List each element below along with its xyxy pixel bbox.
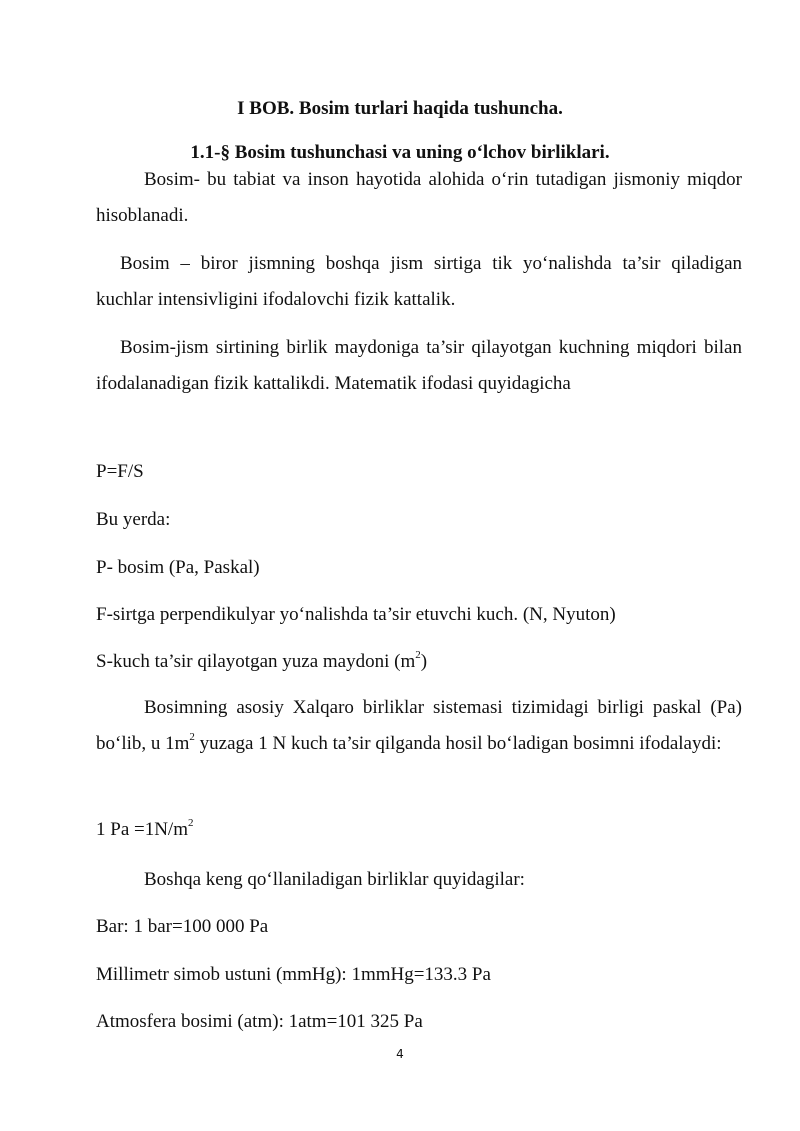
chapter-title: I BOB. Bosim turlari haqida tushuncha. — [237, 98, 563, 119]
definition-s — [96, 650, 742, 674]
unit-bar: Bar: 1 bar=100 000 Pa — [96, 916, 269, 937]
si-unit-text-2: yuzaga 1 N kuch ta’sir qilganda hosil bo‘ladigan bosimni ifodalaydi: — [194, 733, 722, 754]
definition-s-superscript: 2 — [415, 648, 421, 661]
unit-atm: Atmosfera bosimi (atm): 1atm=101 325 Pa — [96, 1011, 423, 1032]
si-unit-text-1: Bosimning asosiy Xalqaro birliklar sistemasi tizimidagi birligi paskal (Pa) bo‘lib, u 1m — [96, 697, 742, 754]
si-unit-paragraph — [96, 690, 742, 762]
definition-f: F-sirtga perpendikulyar yo‘nalishda ta’sir etuvchi kuch. (N, Nyuton) — [96, 604, 616, 625]
section-title: 1.1-§ Bosim tushunchasi va uning o‘lchov birliklari. — [190, 142, 610, 163]
where-label: Bu yerda: — [96, 509, 171, 530]
paragraph-definition-2: Bosim – biror jismning boshqa jism sirtiga tik yo‘nalishda ta’sir qiladigan kuchlar intensivligini ifodalovchi fizik kattalik. — [96, 253, 742, 310]
paragraph-definition-3: Bosim-jism sirtining birlik maydoniga ta’sir qilayotgan kuchning miqdori bilan ifodalanadigan fizik kattalikdi. Matematik ifodasi quyidagicha — [96, 337, 742, 394]
si-unit-superscript: 2 — [189, 730, 195, 743]
definition-p: P- bosim (Pa, Paskal) — [96, 557, 260, 578]
page-number: 4 — [396, 1047, 404, 1061]
pressure-formula: P=F/S — [96, 461, 144, 482]
definition-s-closing: ) — [420, 651, 428, 672]
pascal-definition-superscript: 2 — [188, 816, 194, 829]
pascal-definition — [96, 818, 742, 842]
other-units-intro: Boshqa keng qo‘llaniladigan birliklar quyidagilar: — [144, 869, 525, 890]
definition-s-text: S-kuch ta’sir qilayotgan yuza maydoni (m — [96, 651, 416, 672]
unit-mmhg: Millimetr simob ustuni (mmHg): 1mmHg=133.3 Pa — [96, 964, 491, 985]
pascal-definition-text: 1 Pa =1N/m — [96, 819, 188, 840]
paragraph-definition-1: Bosim- bu tabiat va inson hayotida alohida o‘rin tutadigan jismoniy miqdor hisoblanadi. — [96, 169, 742, 226]
